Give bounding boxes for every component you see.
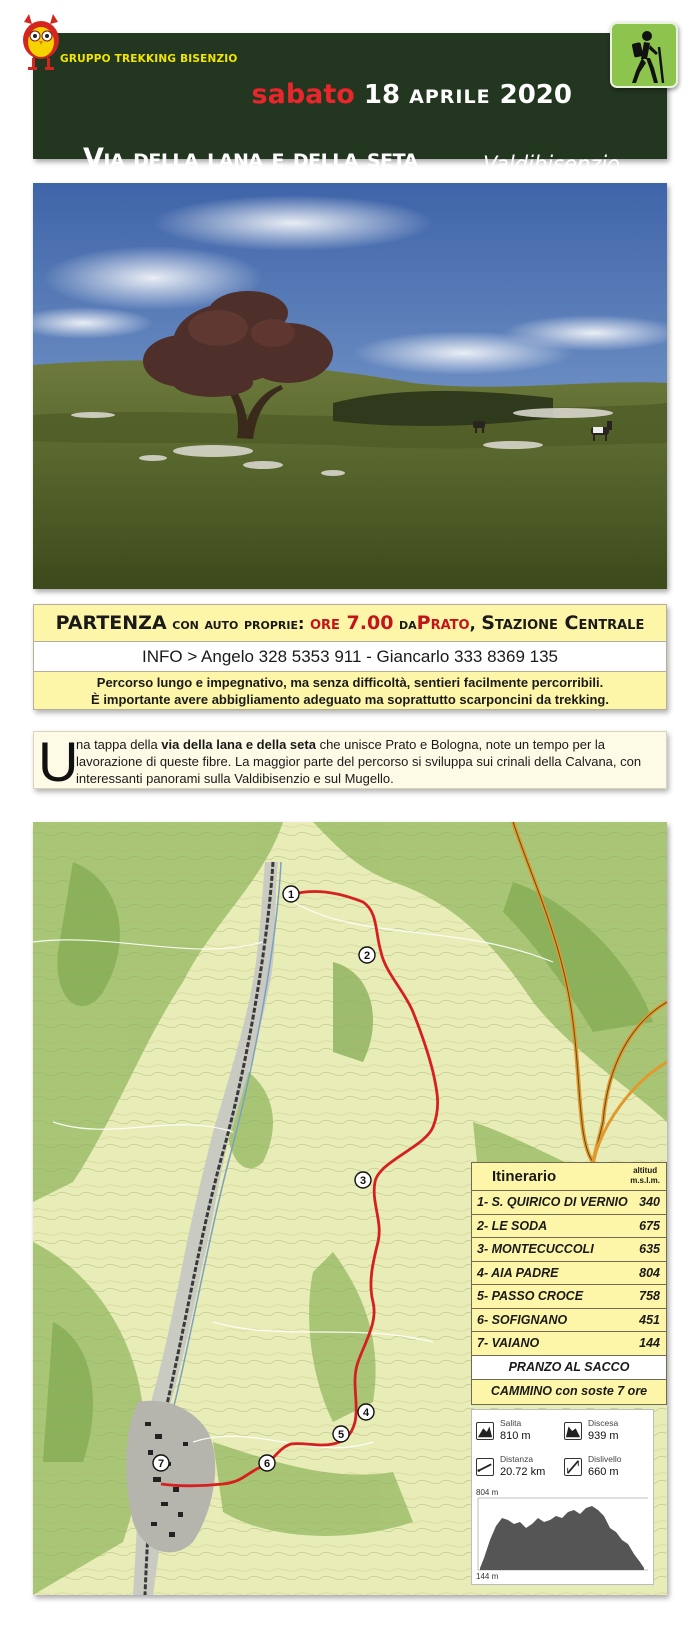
intro-paragraph	[33, 730, 667, 793]
itinerary-row	[472, 1332, 666, 1356]
stop-name: 4- AIA PADRE	[477, 1265, 559, 1280]
distance-icon	[476, 1458, 494, 1476]
ascent-icon	[476, 1422, 494, 1440]
route-notes	[34, 672, 666, 709]
waypoint-marker-1	[283, 886, 299, 902]
group-name: GRUPPO TREKKING BISENZIO	[60, 53, 238, 65]
elevation-gain-stat: Dislivello 660 m	[564, 1452, 650, 1486]
waypoint-marker-5	[333, 1426, 349, 1442]
contact-info: INFO > Angelo 328 5353 911 - Giancarlo 333 8369 135	[34, 642, 666, 672]
svg-text:5: 5	[337, 1429, 345, 1441]
event-date	[252, 79, 572, 110]
departure-info-box	[33, 604, 667, 710]
itinerary-title: Itinerario	[492, 1168, 557, 1185]
departure-time: ore 7.00	[309, 612, 394, 634]
hiker-icon	[620, 29, 670, 85]
stop-altitude: 804	[639, 1265, 660, 1280]
departure-city: Prato	[416, 612, 470, 634]
page-title: Via della lana e della seta	[83, 143, 418, 174]
svg-text:3: 3	[359, 1175, 367, 1187]
route-note-line-2: È importante avere abbigliamento adeguato ma soprattutto scarponcini da trekking.	[91, 692, 609, 707]
date-weekday: sabato	[251, 79, 355, 110]
stop-name: 1- S. QUIRICO DI VERNIO	[477, 1195, 628, 1209]
route-stats-panel	[471, 1409, 654, 1585]
svg-text:6: 6	[263, 1458, 271, 1470]
route-map	[33, 822, 667, 1595]
stop-altitude: 144	[639, 1336, 660, 1350]
waypoint-marker-2	[359, 947, 375, 963]
waypoint-marker-4	[358, 1404, 374, 1420]
stop-name: 7- VAIANO	[477, 1336, 540, 1350]
elevation-profile	[476, 1488, 650, 1582]
lunch-note: PRANZO AL SACCO	[472, 1356, 666, 1380]
drop-cap: U	[38, 730, 79, 793]
date-day-number: 18	[363, 80, 401, 110]
departure-station: Stazione Centrale	[481, 612, 645, 634]
intro-text: na tappa della via della lana e della seta che unisce Prato e Bologna, note un tempo per la lavorazione di queste fibre. La maggior parte del percorso si sviluppa sui crinali della Calvana, con interessanti panorami sulla Valdibisenzio e sul Mugello.	[76, 737, 642, 786]
waypoint-marker-6	[259, 1455, 275, 1471]
route-note-line-1: Percorso lungo e impegnativo, ma senza difficoltà, sentieri facilmente percorribili.	[96, 675, 604, 690]
svg-text:2: 2	[363, 950, 371, 962]
waypoint-marker-7	[153, 1455, 169, 1471]
slope-icon	[564, 1458, 582, 1476]
stop-name: 2- LE SODA	[477, 1218, 548, 1233]
itinerary-row	[472, 1309, 666, 1333]
svg-text:1: 1	[287, 889, 295, 901]
stop-altitude: 635	[639, 1242, 660, 1256]
hiker-badge	[610, 22, 678, 88]
elevation-profile-graph	[476, 1488, 650, 1582]
itinerary-row	[472, 1285, 666, 1309]
descent-icon	[564, 1422, 582, 1440]
profile-max-label: 804 m	[476, 1488, 499, 1497]
departure-line: PARTENZA con auto proprie: ore 7.00 daPrato, Stazione Centrale	[34, 605, 666, 642]
elevation-value: 660 m	[588, 1466, 619, 1478]
altitude-column-label: altitud m.s.l.m.	[630, 1166, 660, 1185]
departure-label: PARTENZA	[55, 612, 167, 634]
stop-altitude: 758	[639, 1289, 660, 1303]
date-year: 2020	[499, 80, 572, 110]
descent-stat: Discesa 939 m	[564, 1416, 650, 1450]
departure-by-car: con auto proprie:	[172, 614, 305, 633]
itinerary-row	[472, 1238, 666, 1262]
landscape-photo	[33, 183, 667, 589]
stop-name: 3- MONTECUCCOLI	[477, 1242, 594, 1256]
svg-text:7: 7	[157, 1458, 165, 1470]
itinerary-row	[472, 1215, 666, 1239]
region-name: Valdibisenzio	[483, 152, 620, 176]
distance-value: 20.72 km	[500, 1466, 546, 1478]
itinerary-row	[472, 1262, 666, 1286]
stop-name: 6- SOFIGNANO	[477, 1312, 568, 1327]
waypoint-marker-3	[355, 1172, 371, 1188]
owl-logo-icon	[18, 14, 64, 72]
stop-altitude: 451	[639, 1312, 660, 1327]
stop-altitude: 340	[639, 1195, 660, 1209]
stop-altitude: 675	[639, 1218, 660, 1233]
date-month: APRILE	[409, 86, 491, 108]
distance-stat: Distanza 20.72 km	[476, 1452, 562, 1486]
profile-min-label: 144 m	[476, 1572, 499, 1581]
walk-duration-note: CAMMINO con soste 7 ore	[490, 1383, 648, 1398]
svg-text:4: 4	[362, 1407, 370, 1419]
departure-from: da	[399, 614, 417, 633]
ascent-stat: Salita 810 m	[476, 1416, 562, 1450]
itinerary-header	[472, 1163, 666, 1191]
itinerary-row	[472, 1191, 666, 1215]
descent-value: 939 m	[588, 1430, 619, 1442]
intro-bold-route: via della lana e della seta	[161, 737, 316, 752]
itinerary-table	[471, 1162, 667, 1405]
header-banner	[33, 33, 667, 176]
stop-name: 5- PASSO CROCE	[477, 1289, 584, 1303]
ascent-value: 810 m	[500, 1430, 531, 1442]
